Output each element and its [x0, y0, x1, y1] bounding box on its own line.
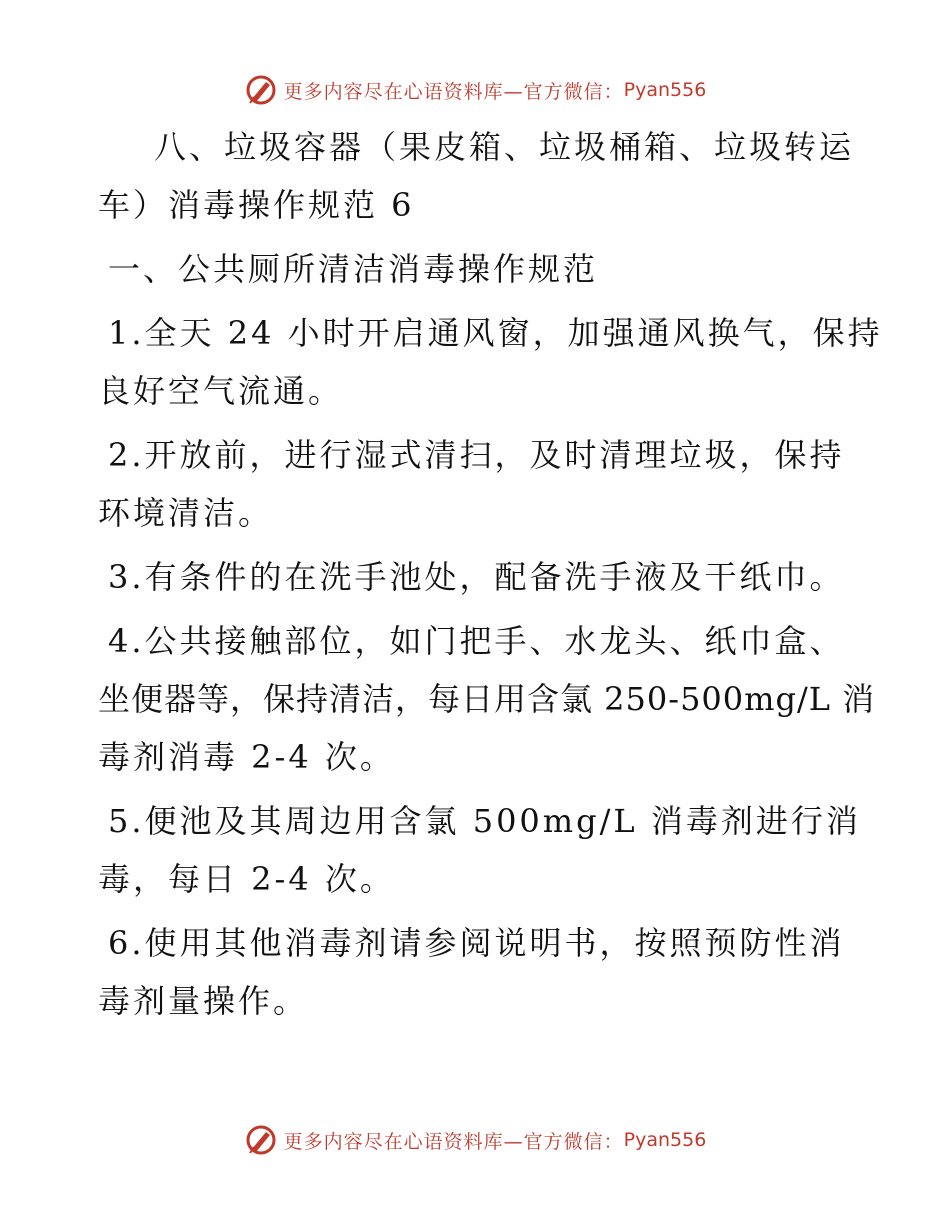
list-item-2: [98, 426, 843, 542]
document-body: [98, 118, 883, 1030]
section-heading: 一、公共厕所清洁消毒操作规范: [108, 250, 599, 288]
watermark-wechat-id: Pyan556: [623, 1129, 707, 1151]
list-item-4: [98, 612, 876, 786]
list-item-3: [98, 548, 843, 606]
list-item-line: 毒，每日 2-4 次。: [98, 860, 395, 898]
list-item-line: 环境清洁。: [98, 494, 274, 532]
list-item-6: [98, 914, 843, 1030]
list-item-line: 5.便池及其周边用含氯 500mg/L 消毒剂进行消: [108, 802, 861, 840]
watermark-wechat-id: Pyan556: [623, 79, 707, 101]
header-watermark: [0, 72, 950, 108]
footer-watermark: [0, 1122, 950, 1158]
document-title-line-1: 八、垃圾容器（果皮箱、垃圾桶箱、垃圾转运: [154, 128, 855, 166]
watermark-text: 更多内容尽在心语资料库—官方微信：: [283, 1130, 624, 1153]
list-item-line: 6.使用其他消毒剂请参阅说明书，按照预防性消: [108, 924, 845, 962]
list-item-line: 毒剂消毒 2-4 次。: [98, 738, 395, 776]
list-item-1: [98, 304, 883, 420]
list-item-line: 2.开放前，进行湿式清扫，及时清理垃圾，保持: [108, 436, 845, 474]
quill-pen-logo-icon: [244, 1123, 278, 1157]
list-item-line: 良好空气流通。: [98, 372, 344, 410]
list-item-line: 坐便器等，保持清洁，每日用含氯 250-500mg/L 消: [98, 680, 876, 718]
document-title-line-2: 车）消毒操作规范 6: [98, 186, 415, 224]
quill-pen-logo-icon: [244, 73, 278, 107]
list-item-line: 4.公共接触部位，如门把手、水龙头、纸巾盒、: [108, 622, 845, 660]
list-item-line: 毒剂量操作。: [98, 982, 309, 1020]
watermark-text: 更多内容尽在心语资料库—官方微信：: [283, 80, 624, 103]
list-item-line: 1.全天 24 小时开启通风窗，加强通风换气，保持: [108, 314, 883, 352]
list-item-5: [98, 792, 861, 908]
list-item-line: 3.有条件的在洗手池处，配备洗手液及干纸巾。: [108, 558, 845, 596]
